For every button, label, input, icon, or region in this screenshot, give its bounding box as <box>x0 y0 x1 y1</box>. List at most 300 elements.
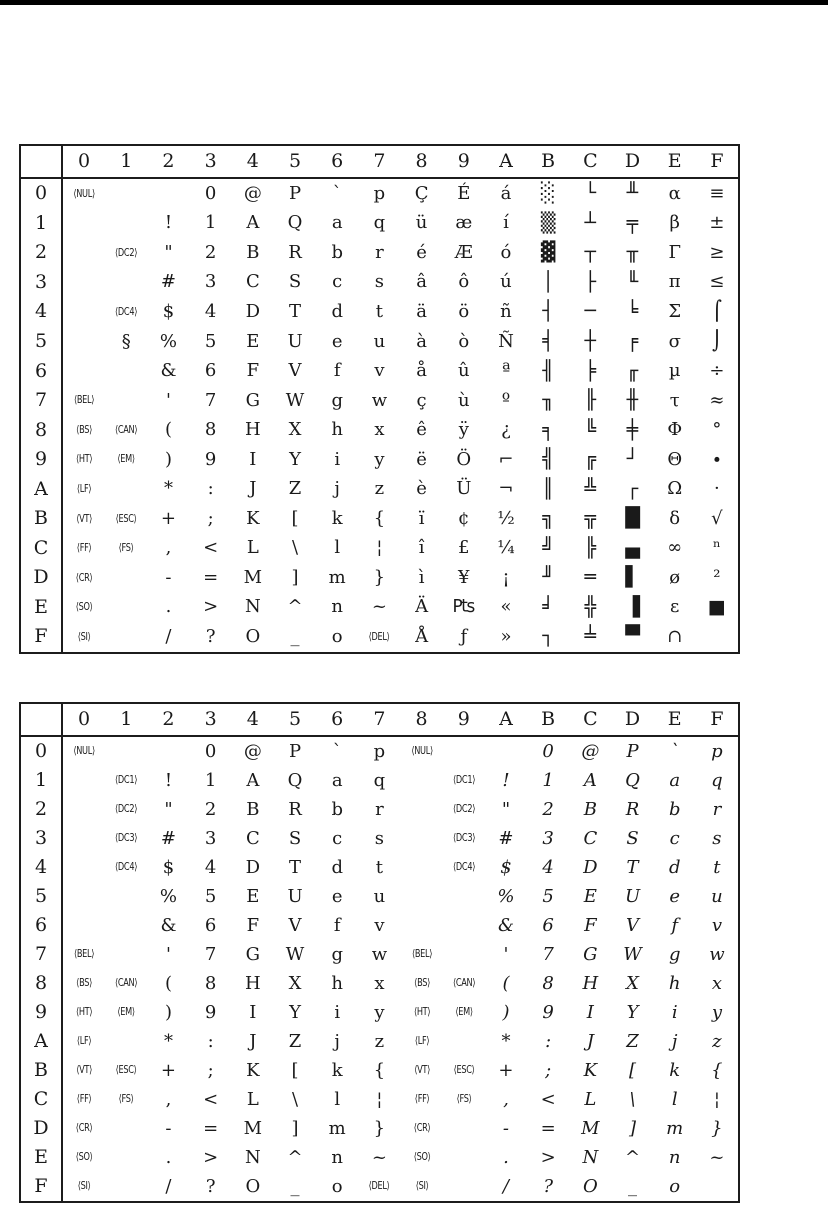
column-header: A <box>485 704 527 737</box>
table-cell: ╦ <box>584 507 597 530</box>
table-cell: ' <box>165 389 171 411</box>
table-cell: e <box>331 330 343 352</box>
table-cell: ø <box>669 566 681 588</box>
table-cell: q <box>373 212 386 234</box>
row-header: 0 <box>21 737 63 766</box>
table-cell: & <box>497 914 514 936</box>
table-cell: Σ <box>668 300 682 322</box>
table-cell: L <box>584 1088 597 1110</box>
table-cell: ║ <box>542 477 554 500</box>
table-cell: e <box>331 885 343 907</box>
table-cell: F <box>246 914 260 936</box>
table-cell: @ <box>243 740 262 762</box>
table-cell: u <box>373 885 386 907</box>
table-cell: b <box>331 798 343 820</box>
table-cell: ⟨DC3⟩ <box>452 832 475 845</box>
table-cell: ╛ <box>542 595 554 618</box>
table-cell: ; <box>207 1059 214 1081</box>
table-cell <box>105 593 147 623</box>
table-cell: > <box>540 1146 556 1168</box>
table-cell: E <box>246 330 260 352</box>
table-cell: % <box>159 330 178 352</box>
table-cell: V <box>288 914 302 936</box>
table-cell <box>696 1172 738 1201</box>
table-cell <box>63 766 105 795</box>
table-cell: β <box>669 212 680 234</box>
table-cell: ┤ <box>542 300 554 323</box>
table-cell: _ <box>628 1175 638 1197</box>
table-cell: ⟨FF⟩ <box>414 1093 429 1106</box>
table-cell: z <box>712 1030 722 1052</box>
table-cell: H <box>244 972 261 994</box>
row-header: F <box>21 622 63 652</box>
table-cell: 6 <box>204 360 217 382</box>
row-header: F <box>21 1172 63 1201</box>
table-cell: # <box>160 827 177 849</box>
table-cell: Ñ <box>498 330 514 352</box>
column-header: 6 <box>316 704 358 737</box>
table-cell <box>443 940 485 969</box>
table-cell: } <box>373 1117 386 1139</box>
table-cell: q <box>373 769 386 791</box>
table-cell: µ <box>668 360 681 382</box>
table-cell: $ <box>500 856 512 878</box>
table-cell: j <box>671 1030 678 1052</box>
table-cell: l <box>671 1088 678 1110</box>
table-cell: ⟨DC1⟩ <box>115 774 138 787</box>
column-header: B <box>527 146 569 179</box>
table-cell: - <box>502 1117 510 1139</box>
column-header: 2 <box>147 704 189 737</box>
table-cell: k <box>331 1059 343 1081</box>
table-cell: ( <box>502 972 510 994</box>
table-cell: ⟨HT⟩ <box>75 453 93 466</box>
column-header: 4 <box>232 704 274 737</box>
table-cell: ⟨CR⟩ <box>413 1122 430 1135</box>
table-cell: ╜ <box>542 566 554 589</box>
table-cell: ' <box>165 943 171 965</box>
table-cell: % <box>497 885 515 907</box>
table-cell: p <box>373 182 386 204</box>
table-cell: @ <box>581 740 600 762</box>
table-cell: ₧ <box>452 596 476 618</box>
table-cell: t <box>375 856 384 878</box>
table-cell: G <box>583 943 598 965</box>
table-cell: t <box>713 856 721 878</box>
table-cell <box>443 737 485 766</box>
table-cell: ≤ <box>709 271 725 293</box>
table-cell: 1 <box>542 769 554 791</box>
column-header: 9 <box>443 146 485 179</box>
table-cell: Q <box>625 769 640 791</box>
table-cell: ⟨VT⟩ <box>76 512 92 525</box>
table-cell: É <box>457 182 471 204</box>
table-cell: ⟨DC3⟩ <box>115 832 138 845</box>
table-cell: < <box>203 537 219 559</box>
table-cell: 0 <box>542 740 554 762</box>
table-cell: 9 <box>204 1001 217 1023</box>
table-cell: ; <box>545 1059 552 1081</box>
table-cell: B <box>246 798 260 820</box>
table-cell: a <box>331 212 343 234</box>
table-cell: ▐ <box>625 595 640 618</box>
column-header: 7 <box>358 704 400 737</box>
table-cell: 4 <box>542 856 554 878</box>
column-header: 0 <box>63 146 105 179</box>
table-cell: ? <box>543 1175 553 1197</box>
table-cell: Z <box>288 1030 302 1052</box>
corner-cell <box>21 704 63 737</box>
table-cell: é <box>416 241 427 263</box>
table-cell: ╣ <box>542 448 554 471</box>
table-cell: ú <box>500 271 512 293</box>
table-cell: F <box>584 914 597 936</box>
table-cell: ¢ <box>458 507 470 529</box>
table-cell <box>105 737 147 766</box>
table-cell: Φ <box>667 419 683 441</box>
table-cell: p <box>711 740 723 762</box>
table-cell: } <box>711 1117 723 1139</box>
table-cell <box>63 327 105 357</box>
table-cell: ) <box>164 1001 172 1023</box>
table-cell: K <box>583 1059 598 1081</box>
table-cell: f <box>333 360 341 382</box>
table-cell: h <box>331 972 344 994</box>
row-header: C <box>21 1085 63 1114</box>
table-cell: ┴ <box>584 211 597 234</box>
table-cell: / <box>165 625 172 647</box>
table-cell: á <box>500 182 512 204</box>
table-cell: ^ <box>624 1146 641 1168</box>
table-cell <box>401 795 443 824</box>
table-cell: Y <box>289 448 301 470</box>
table-cell: " <box>501 798 511 820</box>
table-cell: ├ <box>584 270 597 293</box>
table-cell: C <box>245 827 260 849</box>
character-table-lower-italic <box>19 702 740 1203</box>
table-cell: π <box>668 271 681 293</box>
table-cell <box>63 795 105 824</box>
table-cell: ╓ <box>626 359 639 382</box>
table-cell: ╫ <box>626 389 639 412</box>
table-cell: : <box>545 1030 552 1052</box>
table-cell: g <box>668 943 681 965</box>
table-cell: n <box>331 596 344 618</box>
column-header: C <box>569 146 611 179</box>
table-cell: X <box>626 972 639 994</box>
table-cell: σ <box>668 330 681 352</box>
table-cell: ì <box>418 566 425 588</box>
table-cell: I <box>249 448 257 470</box>
row-header: 5 <box>21 327 63 357</box>
table-cell: W <box>285 943 305 965</box>
column-header: 8 <box>401 704 443 737</box>
table-cell: W <box>285 389 305 411</box>
table-cell: ^ <box>287 596 303 618</box>
table-cell: ä <box>416 300 427 322</box>
table-cell: : <box>207 478 214 500</box>
table-cell: ⟨FS⟩ <box>118 1093 134 1106</box>
table-cell: x <box>374 419 385 441</box>
table-cell <box>105 386 147 416</box>
table-cell: k <box>331 507 343 529</box>
table-cell <box>63 356 105 386</box>
table-cell: ( <box>164 419 172 441</box>
table-cell: T <box>289 300 302 322</box>
table-cell: E <box>246 885 260 907</box>
table-cell: ⟨SI⟩ <box>77 630 91 643</box>
table-cell <box>105 1143 147 1172</box>
table-cell: ─ <box>584 300 597 323</box>
table-cell: ² <box>713 566 721 588</box>
table-cell: * <box>163 478 173 500</box>
table-cell: ⟨CR⟩ <box>75 1122 93 1135</box>
table-cell: ▌ <box>625 566 640 589</box>
table-cell <box>63 824 105 853</box>
table-cell: a <box>669 769 681 791</box>
table-cell: ⟨NUL⟩ <box>73 187 95 200</box>
table-cell: ¦ <box>713 1088 720 1110</box>
table-cell <box>105 209 147 239</box>
table-cell: à <box>416 330 427 352</box>
table-cell: > <box>203 1146 219 1168</box>
table-cell: ▄ <box>625 536 640 559</box>
table-cell: n <box>331 1146 344 1168</box>
table-cell: ╗ <box>542 507 554 530</box>
table-cell <box>63 209 105 239</box>
table-cell: / <box>165 1175 172 1197</box>
table-cell: ⟨HT⟩ <box>75 1006 93 1019</box>
table-cell <box>105 474 147 504</box>
table-cell: ∙ <box>712 448 722 470</box>
scan-edge-bar <box>0 0 828 5</box>
table-cell: B <box>583 798 597 820</box>
table-cell <box>105 940 147 969</box>
table-cell: ⁿ <box>713 537 721 559</box>
row-header: D <box>21 563 63 593</box>
column-header: D <box>611 146 653 179</box>
table-cell: X <box>288 972 302 994</box>
table-cell: A <box>583 769 597 791</box>
table-cell: < <box>203 1088 219 1110</box>
row-header: B <box>21 504 63 534</box>
table-cell: ! <box>164 212 173 234</box>
table-cell: r <box>712 798 722 820</box>
column-header: F <box>696 704 738 737</box>
table-cell: < <box>540 1088 556 1110</box>
table-cell: v <box>374 914 385 936</box>
table-cell: i <box>671 1001 678 1023</box>
row-header: 8 <box>21 969 63 998</box>
table-cell: ⟨DC2⟩ <box>115 246 138 259</box>
table-cell: ÿ <box>458 419 469 441</box>
table-cell: c <box>332 827 343 849</box>
table-cell: ⟨SO⟩ <box>75 601 93 614</box>
table-cell: ⟨ESC⟩ <box>115 1064 137 1077</box>
table-cell: ⟨DC4⟩ <box>115 861 138 874</box>
table-cell: ░ <box>540 182 556 205</box>
table-cell: í <box>503 212 509 234</box>
table-cell <box>105 179 147 209</box>
table-cell: & <box>160 914 177 936</box>
row-header: 9 <box>21 445 63 475</box>
table-cell <box>105 268 147 298</box>
table-cell: Ä <box>415 596 429 618</box>
column-header: 8 <box>401 146 443 179</box>
table-cell: ⟨DC1⟩ <box>452 774 475 787</box>
table-cell: » <box>500 625 512 647</box>
table-cell: 1 <box>204 769 217 791</box>
table-cell: ó <box>500 241 512 263</box>
table-cell: ╝ <box>542 536 554 559</box>
table-cell <box>105 882 147 911</box>
table-cell <box>63 297 105 327</box>
table-cell <box>147 737 189 766</box>
table-cell: o <box>669 1175 681 1197</box>
table-cell: D <box>245 856 261 878</box>
table-cell: ! <box>164 769 173 791</box>
table-cell: ┼ <box>584 330 597 352</box>
table-cell: P <box>288 182 302 204</box>
table-cell: ⟨DEL⟩ <box>368 1180 390 1193</box>
table-cell: å <box>416 360 427 382</box>
table-cell: ⟨NUL⟩ <box>73 745 95 758</box>
table-cell <box>401 824 443 853</box>
table-cell: { <box>711 1059 723 1081</box>
table-cell: l <box>334 537 341 559</box>
column-header: F <box>696 146 738 179</box>
table-cell: ⌡ <box>711 330 722 352</box>
table-cell: X <box>288 419 302 441</box>
table-cell: ¡ <box>502 566 510 588</box>
row-header: 1 <box>21 209 63 239</box>
table-cell: . <box>503 1146 509 1168</box>
table-cell: ⟨LF⟩ <box>414 1035 429 1048</box>
table-cell: , <box>503 1088 509 1110</box>
table-cell: ⟨FF⟩ <box>76 542 92 555</box>
table-cell: ⟨DC4⟩ <box>115 305 138 318</box>
table-cell: ⟨EM⟩ <box>117 1006 135 1019</box>
table-cell: ⟨SO⟩ <box>413 1151 430 1164</box>
table-cell: v <box>711 914 722 936</box>
table-cell: h <box>668 972 681 994</box>
table-cell: 6 <box>204 914 217 936</box>
table-cell <box>105 1172 147 1201</box>
table-cell: 8 <box>204 419 217 441</box>
table-cell: q <box>711 769 723 791</box>
table-cell: Q <box>287 212 303 234</box>
table-cell: 9 <box>542 1001 554 1023</box>
table-cell: ö <box>458 300 470 322</box>
table-cell: ╘ <box>626 300 639 323</box>
table-cell: ≥ <box>709 241 725 263</box>
table-cell: k <box>669 1059 681 1081</box>
table-cell: + <box>160 507 177 529</box>
table-cell: J <box>586 1030 594 1052</box>
table-cell: n <box>668 1146 681 1168</box>
table-cell: 4 <box>204 856 217 878</box>
table-cell: Q <box>287 769 303 791</box>
table-cell: ' <box>503 943 509 965</box>
table-cell: ⟨DEL⟩ <box>368 630 390 643</box>
table-cell: ⟨CAN⟩ <box>452 977 475 990</box>
table-cell: ⟨FS⟩ <box>456 1093 472 1106</box>
table-cell: s <box>712 827 722 849</box>
table-cell: ( <box>164 972 172 994</box>
table-cell: J <box>249 1030 257 1052</box>
table-cell: Θ <box>667 448 683 470</box>
table-cell: F <box>246 360 260 382</box>
table-cell: W <box>623 943 642 965</box>
table-cell: Ç <box>414 182 429 204</box>
table-cell: Z <box>288 478 302 500</box>
table-cell: ? <box>205 625 216 647</box>
table-cell: / <box>502 1175 509 1197</box>
table-cell: 9 <box>204 448 217 470</box>
table-cell: M <box>243 1117 263 1139</box>
table-cell: y <box>711 1001 722 1023</box>
table-cell: ± <box>709 212 725 234</box>
table-cell: , <box>165 537 172 559</box>
table-cell: ⟨EM⟩ <box>117 453 135 466</box>
row-header: C <box>21 534 63 564</box>
table-cell: 5 <box>542 885 554 907</box>
row-header: 3 <box>21 268 63 298</box>
table-cell: S <box>626 827 639 849</box>
table-cell: R <box>288 798 302 820</box>
table-cell: \ <box>291 1088 299 1110</box>
table-cell: ⟨VT⟩ <box>413 1064 430 1077</box>
table-cell: - <box>165 566 172 588</box>
table-cell: ╔ <box>584 448 597 471</box>
table-cell: ⟨DC4⟩ <box>452 861 475 874</box>
table-cell: h <box>331 419 344 441</box>
table-cell: ╞ <box>584 359 597 382</box>
table-cell: ] <box>629 1117 637 1139</box>
row-header: 3 <box>21 824 63 853</box>
row-header: 8 <box>21 415 63 445</box>
table-cell: = <box>540 1117 556 1139</box>
row-header: 4 <box>21 853 63 882</box>
table-cell: └ <box>584 182 597 205</box>
table-cell <box>105 622 147 652</box>
table-cell: o <box>331 625 343 647</box>
table-cell: \ <box>291 537 299 559</box>
column-header: 9 <box>443 704 485 737</box>
table-cell <box>485 737 527 766</box>
table-cell: I <box>249 1001 257 1023</box>
table-cell: ╖ <box>542 389 554 412</box>
table-cell: 8 <box>542 972 554 994</box>
table-cell: ) <box>502 1001 510 1023</box>
table-cell: ! <box>502 769 510 791</box>
table-cell: ▓ <box>540 241 556 264</box>
table-cell: m <box>328 1117 346 1139</box>
table-cell: Γ <box>668 241 681 263</box>
table-cell: T <box>289 856 302 878</box>
table-cell: V <box>626 914 640 936</box>
table-cell: S <box>288 827 302 849</box>
table-cell: ò <box>458 330 470 352</box>
table-cell: m <box>328 566 346 588</box>
table-cell: Æ <box>454 241 473 263</box>
table-cell: ╒ <box>626 330 639 352</box>
table-cell: O <box>245 625 261 647</box>
table-cell: . <box>165 596 172 618</box>
table-cell: 2 <box>204 241 217 263</box>
table-cell: 2 <box>204 798 217 820</box>
table-cell: @ <box>243 182 262 204</box>
